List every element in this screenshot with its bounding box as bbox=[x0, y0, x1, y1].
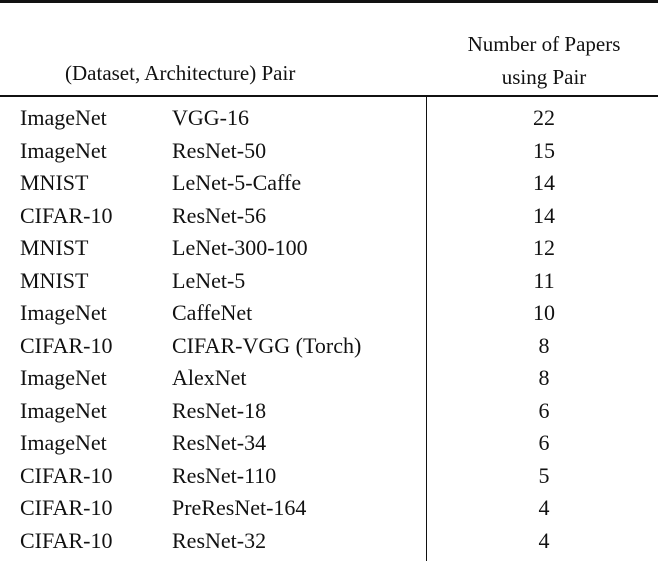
dataset-cell: ImageNet bbox=[20, 430, 107, 455]
dataset-cell: CIFAR-10 bbox=[20, 202, 113, 228]
architecture-cell: PreResNet-164 bbox=[172, 495, 307, 520]
architecture-cell: CIFAR-VGG (Torch) bbox=[172, 332, 362, 358]
dataset-cell: ImageNet bbox=[20, 137, 107, 163]
dataset-cell: ImageNet bbox=[20, 300, 107, 325]
header-count-line2: using Pair bbox=[501, 65, 587, 89]
header-pair: (Dataset, Architecture) Pair bbox=[65, 61, 296, 85]
header-rule bbox=[0, 95, 658, 97]
architecture-cell: LeNet-5-Caffe bbox=[172, 170, 302, 195]
top-rule bbox=[0, 0, 658, 3]
count-cell: 15 bbox=[533, 137, 555, 163]
table-row bbox=[0, 296, 658, 329]
count-cell: 4 bbox=[538, 495, 550, 520]
architecture-cell: ResNet-18 bbox=[172, 397, 267, 423]
table-row bbox=[0, 166, 658, 199]
table-row bbox=[0, 329, 658, 362]
count-cell: 6 bbox=[538, 397, 550, 423]
architecture-cell: LeNet-5 bbox=[172, 267, 246, 293]
table-row bbox=[0, 101, 658, 134]
dataset-cell: MNIST bbox=[20, 170, 89, 195]
table-row bbox=[0, 524, 658, 557]
dataset-cell: CIFAR-10 bbox=[20, 332, 113, 358]
table-row bbox=[0, 394, 658, 427]
dataset-cell: CIFAR-10 bbox=[20, 527, 113, 553]
architecture-cell: ResNet-56 bbox=[172, 202, 267, 228]
dataset-cell: CIFAR-10 bbox=[20, 495, 113, 520]
table-row bbox=[0, 459, 658, 492]
architecture-cell: ResNet-34 bbox=[172, 430, 267, 455]
count-cell: 4 bbox=[538, 527, 550, 553]
architecture-cell: CaffeNet bbox=[172, 300, 253, 325]
dataset-cell: MNIST bbox=[20, 267, 89, 293]
table-row bbox=[0, 231, 658, 264]
architecture-cell: LeNet-300-100 bbox=[172, 235, 308, 260]
architecture-cell: VGG-16 bbox=[172, 105, 249, 130]
count-cell: 10 bbox=[533, 300, 555, 325]
table-row bbox=[0, 491, 658, 524]
architecture-cell: AlexNet bbox=[172, 365, 247, 390]
header-count-line1: Number of Papers bbox=[467, 32, 621, 56]
table-row bbox=[0, 134, 658, 167]
count-cell: 14 bbox=[533, 202, 555, 228]
architecture-cell: ResNet-110 bbox=[172, 462, 277, 488]
dataset-cell: ImageNet bbox=[20, 365, 107, 390]
table-row bbox=[0, 361, 658, 394]
dataset-cell: MNIST bbox=[20, 235, 89, 260]
count-cell: 11 bbox=[533, 267, 555, 293]
count-cell: 8 bbox=[538, 365, 550, 390]
dataset-cell: ImageNet bbox=[20, 105, 107, 130]
dataset-cell: ImageNet bbox=[20, 397, 107, 423]
header-count bbox=[430, 28, 658, 94]
table-row bbox=[0, 199, 658, 232]
count-cell: 14 bbox=[533, 170, 555, 195]
dataset-cell: CIFAR-10 bbox=[20, 462, 113, 488]
table-row bbox=[0, 426, 658, 459]
count-cell: 22 bbox=[533, 105, 555, 130]
count-cell: 5 bbox=[538, 462, 550, 488]
architecture-cell: ResNet-32 bbox=[172, 527, 267, 553]
architecture-cell: ResNet-50 bbox=[172, 137, 267, 163]
count-cell: 6 bbox=[538, 430, 550, 455]
count-cell: 8 bbox=[538, 332, 550, 358]
count-cell: 12 bbox=[533, 235, 555, 260]
table-body bbox=[0, 101, 658, 556]
table-row bbox=[0, 264, 658, 297]
